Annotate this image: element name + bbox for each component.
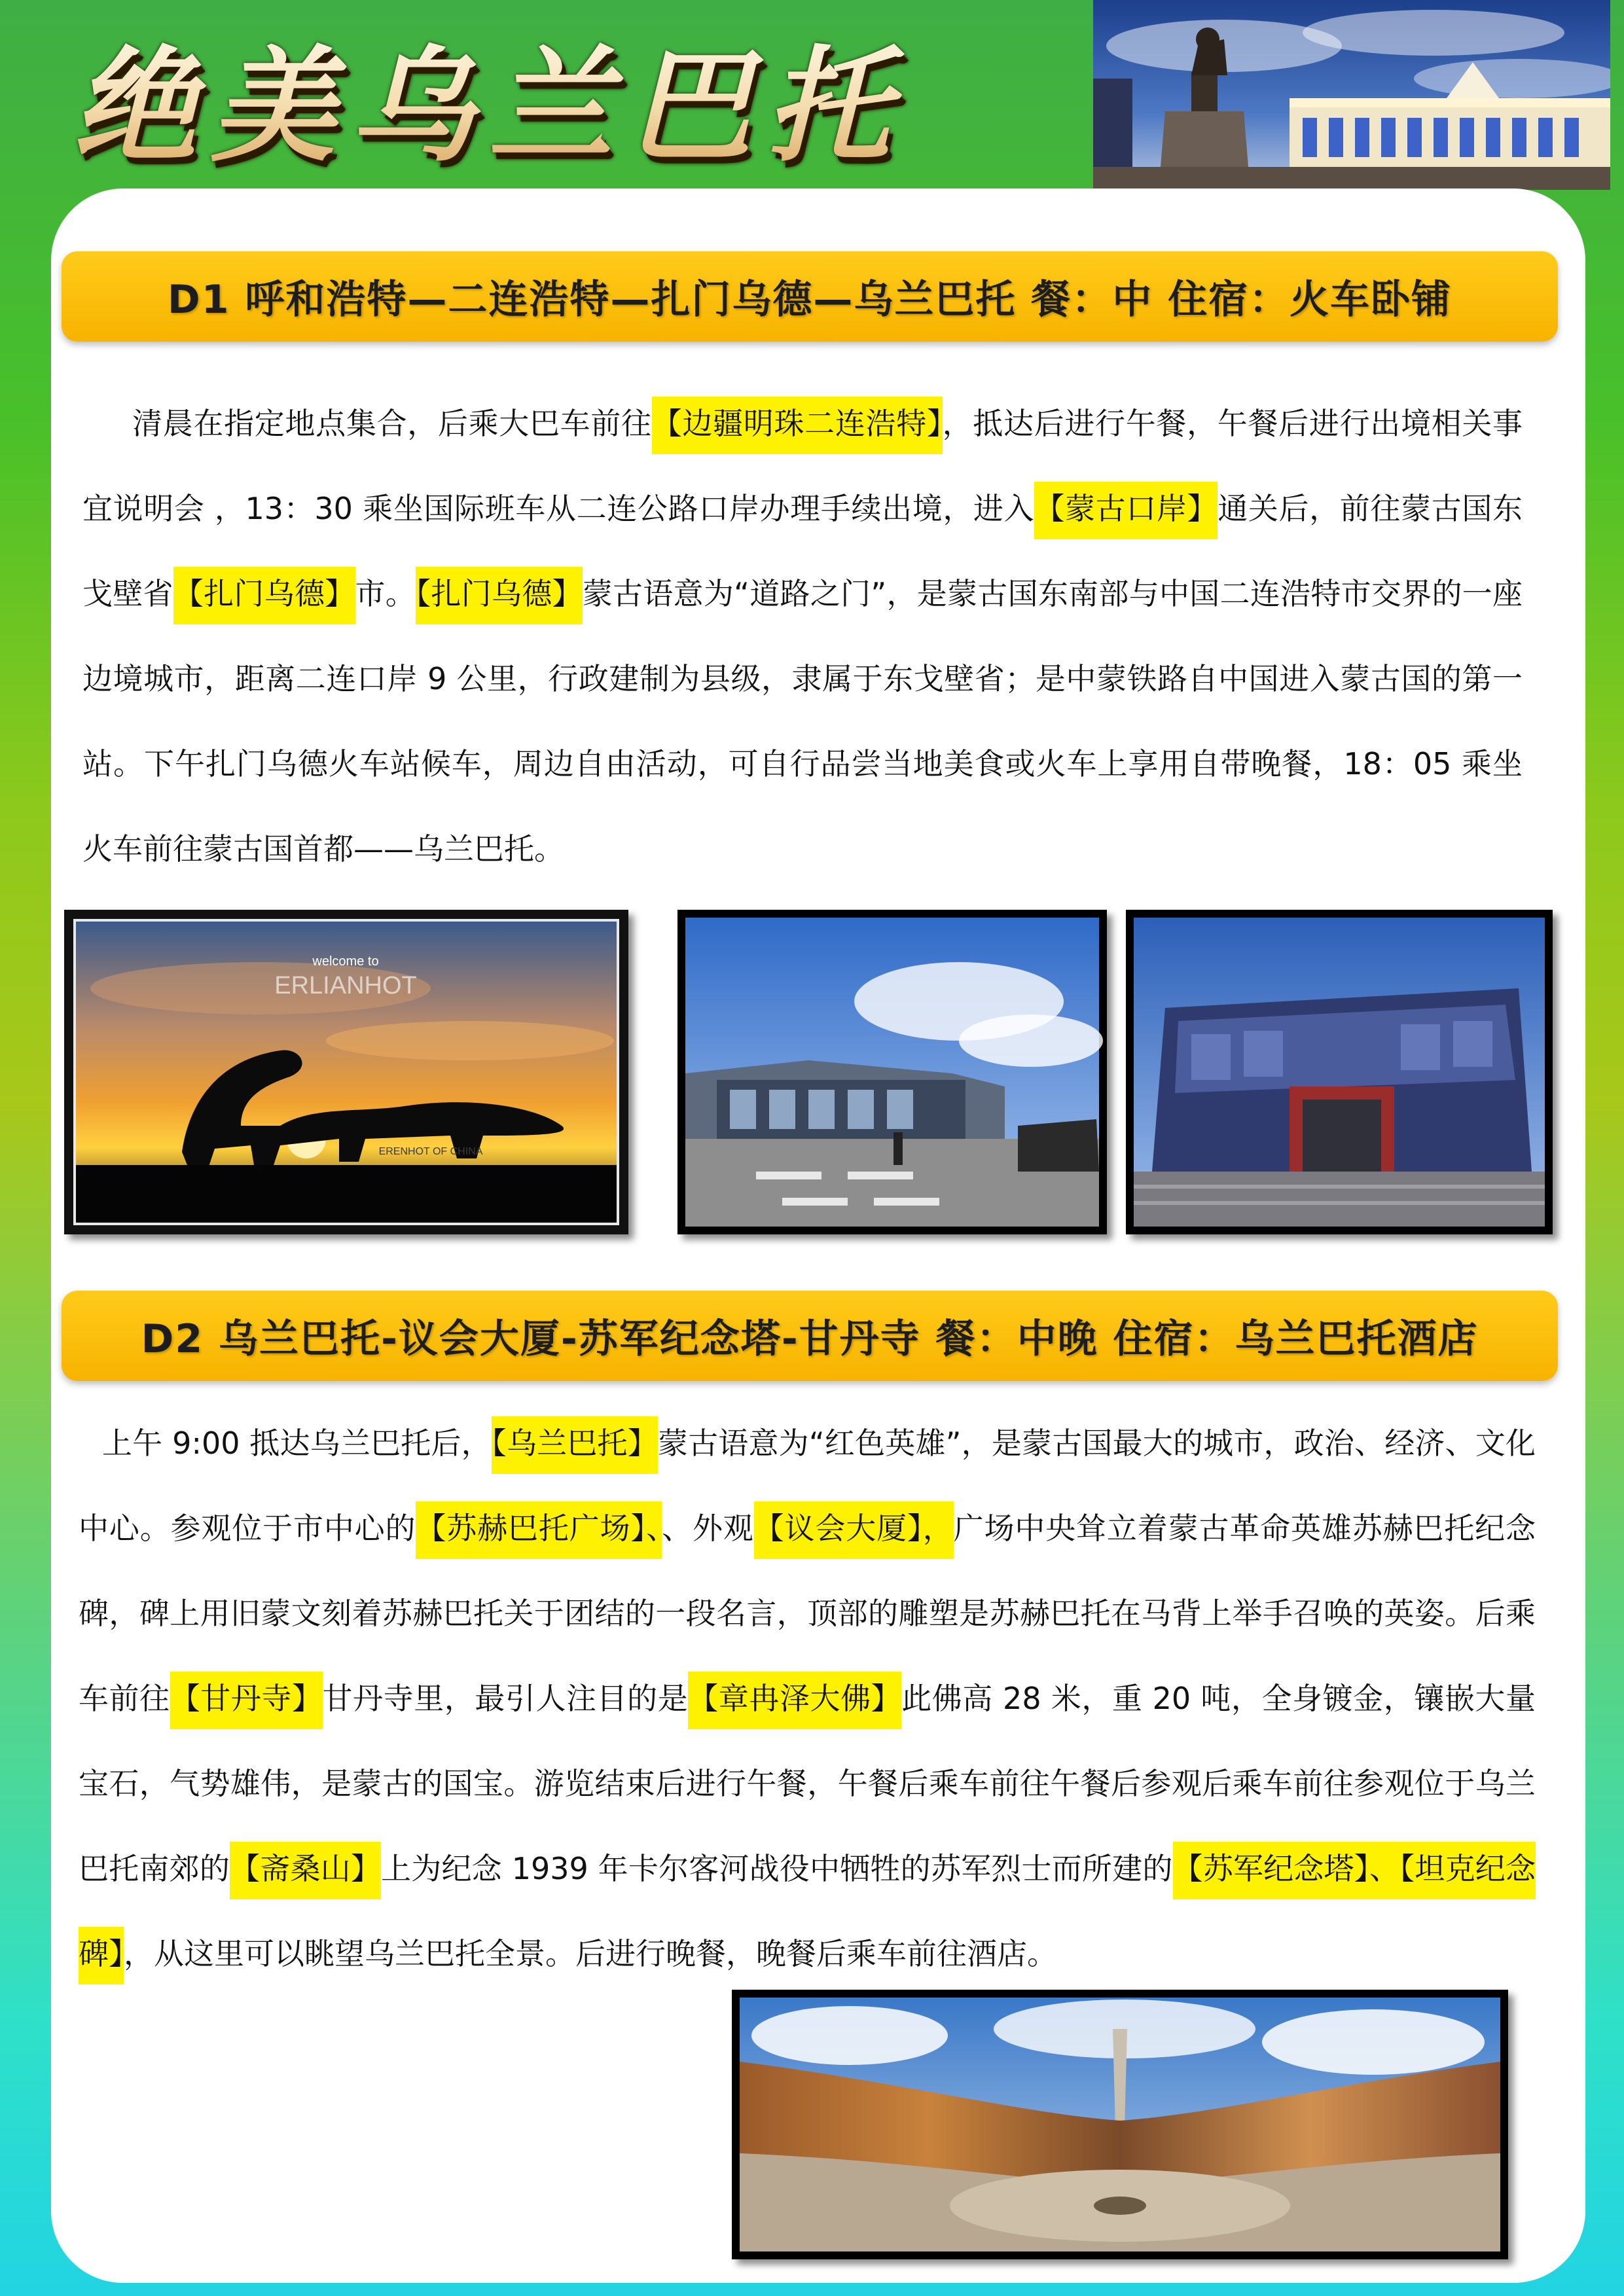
highlight: 【章冉泽大佛】	[688, 1672, 901, 1729]
day2-heading-bar	[62, 1291, 1558, 1381]
photo-text-sign: ERENHOT OF CHINA	[378, 1146, 483, 1157]
highlight: 【边疆明珠二连浩特】	[652, 397, 943, 454]
highlight: 【扎门乌德】	[173, 567, 355, 624]
day2-heading: D2 乌兰巴托-议会大厦-苏军纪念塔-甘丹寺 餐：中晚 住宿：乌兰巴托酒店	[141, 1316, 1479, 1362]
photo-text-welcome: welcome to	[312, 954, 379, 969]
highlight: 【苏赫巴托广场】、	[416, 1501, 662, 1559]
highlight: 【斋桑山】	[230, 1842, 381, 1899]
photo-text-erlianhot: ERLIANHOT	[274, 972, 417, 999]
highlight: 【乌兰巴托】	[492, 1416, 658, 1474]
page-title: 绝美乌兰巴托	[72, 7, 905, 185]
highlight: 【甘丹寺】	[170, 1672, 323, 1729]
day2-description: 上午 9:00 抵达乌兰巴托后，【乌兰巴托】蒙古语意为“红色英雄”，是蒙古国最大的城市，政治、经济、文化中心。参观位于市中心的【苏赫巴托广场】、、外观【议会大厦】，广场中央耸立着蒙古革命英雄苏赫巴托纪念碑，碑上用旧蒙文刻着苏赫巴托关于团结的一段名言，顶部的雕塑是苏赫巴托在马背上举手召唤的英姿。后乘车前往【甘丹寺】甘丹寺里，最引人注目的是【章冉泽大佛】此佛高 28 米，重 20 吨，全身镀金，镶嵌大量宝石，气势雄伟，是蒙古的国宝。游览结束后进行午餐，午餐后乘车前往午餐后参观后乘车前往参观位于乌兰巴托南郊的【斋桑山】上为纪念 1939 年卡尔客河战役中牺牲的苏军烈士而所建的【苏军纪念塔】、【坦克纪念碑】，从这里可以眺望乌兰巴托全景。后进行晚餐，晚餐后乘车前往酒店。	[79, 1401, 1536, 1996]
day1-description: 清晨在指定地点集合，后乘大巴车前往【边疆明珠二连浩特】，抵达后进行午餐，午餐后进行出境相关事宜说明会 ，13：30 乘坐国际班车从二连公路口岸办理手续出境，进入【蒙古口岸】通关后，前往蒙古国东戈壁省【扎门乌德】市。【扎门乌德】蒙古语意为“道路之门”，是蒙古国东南部与中国二连浩特市交界的一座边境城市，距离二连口岸 9 公里，行政建制为县级，隶属于东戈壁省；是中蒙铁路自中国进入蒙古国的第一站。下午扎门乌德火车站候车，周边自由活动，可自行品尝当地美食或火车上享用自带晚餐，18：05 乘坐火车前往蒙古国首都——乌兰巴托。	[82, 381, 1523, 891]
zaisan-memorial-photo	[732, 1990, 1508, 2259]
day1-heading: D1 呼和浩特—二连浩特—扎门乌德—乌兰巴托 餐：中 住宿：火车卧铺	[167, 277, 1453, 323]
day1-heading-bar	[62, 251, 1558, 342]
border-port-station-photo	[677, 910, 1107, 1234]
zamiin-uud-station-photo	[1126, 910, 1553, 1234]
highlight: 【扎门乌德】	[416, 567, 583, 624]
highlight: 【议会大厦】，	[754, 1501, 954, 1559]
highlight: 【蒙古口岸】	[1034, 482, 1218, 539]
highlight: 【苏军纪念塔】、【坦克纪念碑】	[79, 1842, 1536, 1984]
erlianhot-dinosaur-photo	[64, 910, 628, 1234]
ulaanbaatar-square-photo	[1093, 0, 1610, 190]
